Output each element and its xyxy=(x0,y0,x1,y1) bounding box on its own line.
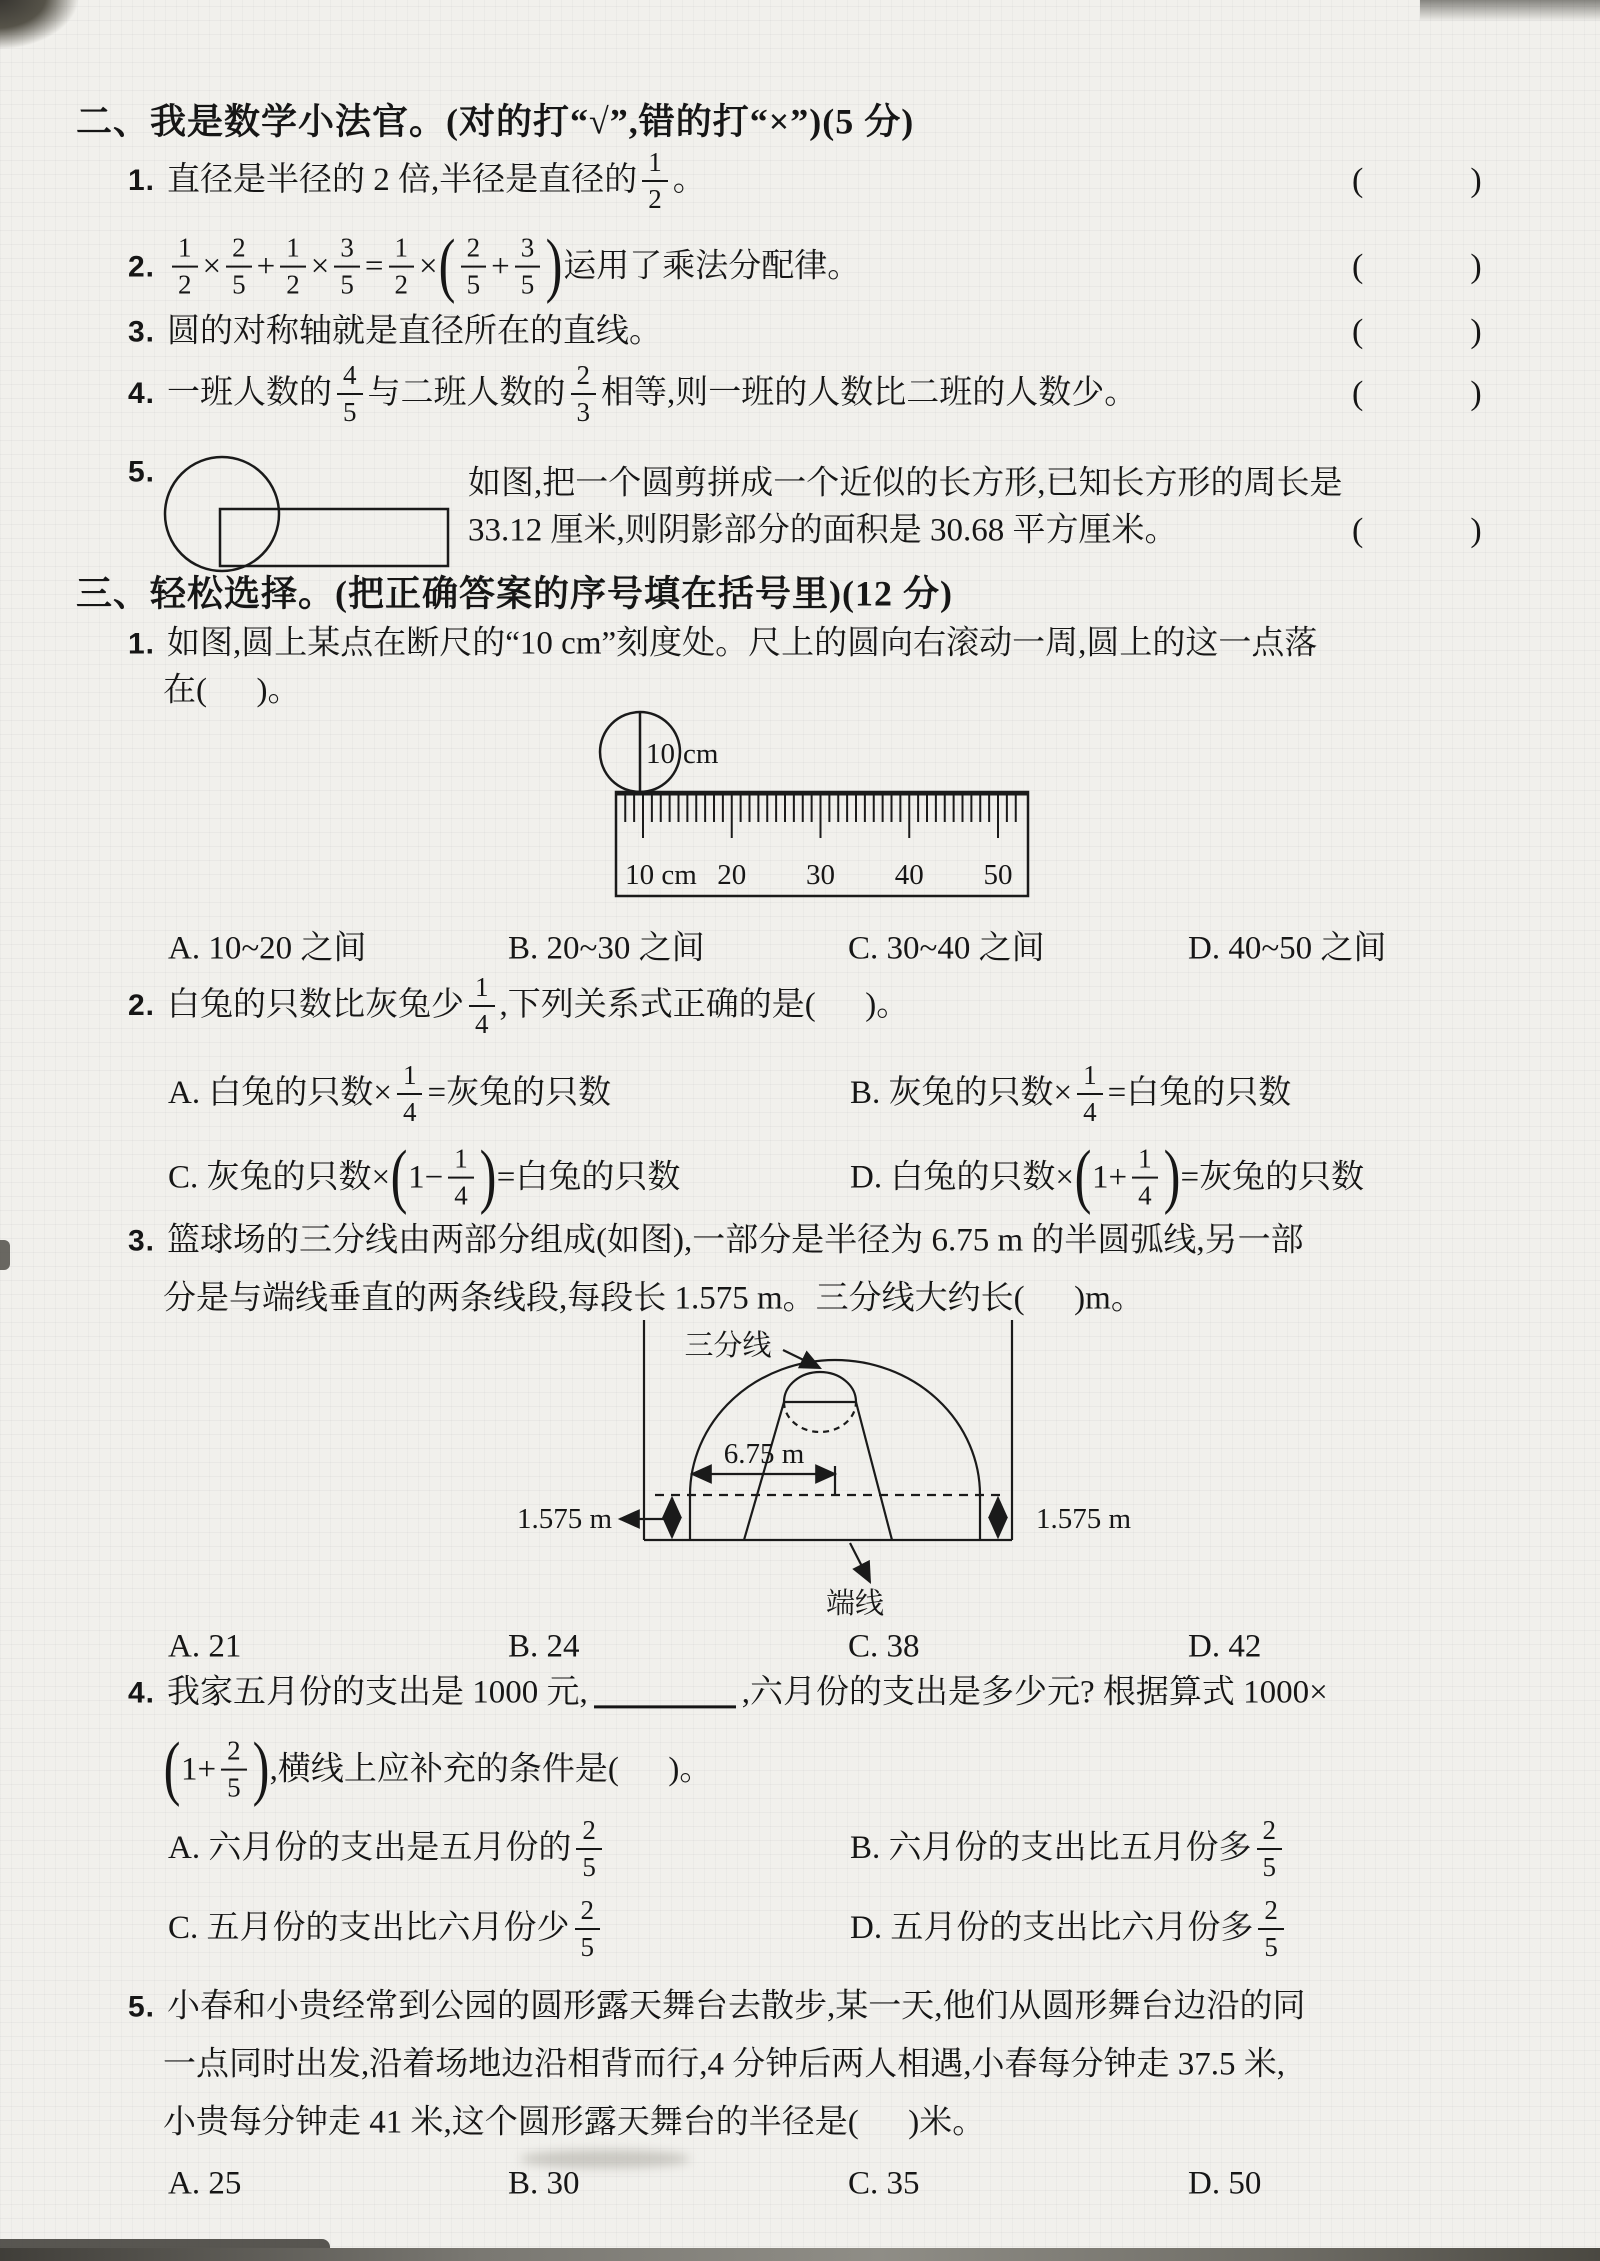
mc-q2-text: 白兔的只数比灰兔少 $\frac{1}{4}$ ,下列关系式正确的是( )。 xyxy=(167,972,910,1039)
mc-q3-option-a: A. 21 xyxy=(168,1628,242,1665)
tf-item-2-number: 2. xyxy=(128,250,156,284)
svg-text:20: 20 xyxy=(717,859,747,891)
figure-rectangle xyxy=(220,509,448,566)
basketball-three-point-figure xyxy=(478,1316,1168,1626)
tf-item-5-text-line2: 33.12 厘米,则阴影部分的面积是 30.68 平方厘米。 xyxy=(468,512,1178,549)
scan-corner-artifact-top-right xyxy=(1420,0,1600,24)
mc-q4-option-c: C. 五月份的支出比六月份少 $\frac{2}{5}$ xyxy=(168,1897,605,1961)
mc-q1-text-line1: 如图,圆上某点在断尺的“10 cm”刻度处。尺上的圆向右滚动一周,圆上的这一点落 xyxy=(167,625,1318,662)
circle-ruler-figure xyxy=(598,706,1042,902)
tf-item-5-number: 5. xyxy=(128,455,156,489)
scan-corner-artifact-top-left xyxy=(0,0,80,50)
mc-q1-option-b: B. 20~30 之间 xyxy=(508,930,705,967)
mc-q1-option-a: A. 10~20 之间 xyxy=(168,930,367,967)
end-line-label-arrow xyxy=(850,1543,870,1582)
mc-q3-option-d: D. 42 xyxy=(1188,1628,1262,1665)
arc-label: 三分线 xyxy=(684,1330,772,1362)
tf-item-2-answer-bracket: ( ) xyxy=(1352,247,1484,285)
tf-item-1-answer-bracket: ( ) xyxy=(1352,161,1484,199)
mc-q5-stem-line1 xyxy=(128,1986,1306,2027)
tf-item-2 xyxy=(128,224,861,305)
mc-q5-stem-line2: 一点同时出发,沿着场地边沿相背而行,4 分钟后两人相遇,小春每分钟走 37.5 米, xyxy=(163,2046,1285,2083)
lane-line-right xyxy=(856,1402,892,1540)
mc-q5-stem-line3: 小贵每分钟走 41 米,这个圆形露天舞台的半径是( )米。 xyxy=(163,2104,986,2141)
mc-q2-number: 2. xyxy=(128,989,156,1023)
scan-edge-artifact-left xyxy=(0,1240,10,1270)
free-throw-semicircle-solid xyxy=(784,1372,856,1402)
mc-q4-text-line1: 我家五月份的支出是 1000 元, ,六月份的支出是多少元? 根据算式 1000× xyxy=(167,1674,1328,1711)
tf-item-3 xyxy=(128,311,662,352)
radius-label: 6.75 m xyxy=(723,1438,805,1470)
figure-circle xyxy=(165,457,279,571)
mc-q1-stem-line2: 在( )。 xyxy=(163,672,301,709)
mc-q1-number: 1. xyxy=(128,627,156,661)
mc-q4-stem-line1 xyxy=(128,1672,1328,1713)
tf-item-1-text: 直径是半径的 2 倍,半径是直径的 $\frac{1}{2}$ 。 xyxy=(167,147,706,214)
free-throw-semicircle-dashed xyxy=(784,1402,856,1432)
tf-item-2-text: $\frac{1}{2}$ × $\frac{2}{5}$ + $\frac{1}{2}$ × $\frac{3}{5}$ = $\frac{1}{2}$ × ( $\frac{2}{5}$ + $\frac{3}{5}$ ) 运用了乘法分配律。 xyxy=(167,235,860,300)
mc-q1-option-c: C. 30~40 之间 xyxy=(848,930,1045,967)
mc-q2-option-d: D. 白兔的只数× ( 1+ $\frac{1}{4}$ ) =灰兔的只数 xyxy=(850,1135,1365,1216)
lane-line-left xyxy=(744,1402,784,1540)
mc-q5-number: 5. xyxy=(128,1990,156,2024)
mc-q5-text-line1: 小春和小贵经常到公园的圆形露天舞台去散步,某一天,他们从圆形舞台边沿的同 xyxy=(167,1988,1306,2025)
mc-q2-option-a: A. 白兔的只数× $\frac{1}{4}$ =灰兔的只数 xyxy=(168,1060,612,1127)
circle-rectangle-figure xyxy=(160,452,460,577)
section2-header: 二、我是数学小法官。(对的打“√”,错的打“×”)(5 分) xyxy=(76,101,915,142)
arc-label-arrow xyxy=(783,1350,820,1368)
mc-q2-stem xyxy=(128,974,909,1038)
mc-q5-option-d: D. 50 xyxy=(1188,2165,1262,2202)
ruler-scale-labels xyxy=(625,859,1012,891)
tf-item-1 xyxy=(128,149,706,213)
mc-q2-option-c: C. 灰兔的只数× ( 1− $\frac{1}{4}$ ) =白兔的只数 xyxy=(168,1135,681,1216)
scan-bottom-edge xyxy=(0,2248,1600,2261)
mc-q3-number: 3. xyxy=(128,1224,156,1258)
mc-q5-option-c: C. 35 xyxy=(848,2165,920,2202)
section3-header: 三、轻松选择。(把正确答案的序号填在括号里)(12 分) xyxy=(76,573,953,614)
mc-q5-option-a: A. 25 xyxy=(168,2165,242,2202)
svg-text:30: 30 xyxy=(806,859,835,891)
svg-text:10 cm: 10 cm xyxy=(625,859,697,891)
mc-q3-option-c: C. 38 xyxy=(848,1628,920,1665)
svg-text:40: 40 xyxy=(894,859,924,891)
tf-item-1-number: 1. xyxy=(128,164,156,198)
mc-q1-option-d: D. 40~50 之间 xyxy=(1188,930,1387,967)
tf-item-4-answer-bracket: ( ) xyxy=(1352,374,1484,412)
segment-label-right: 1.575 m xyxy=(1036,1503,1132,1535)
mc-q2-option-b: B. 灰兔的只数× $\frac{1}{4}$ =白兔的只数 xyxy=(850,1060,1292,1127)
mc-q4-option-d: D. 五月份的支出比六月份多 $\frac{2}{5}$ xyxy=(850,1897,1289,1961)
end-line-label: 端线 xyxy=(825,1588,885,1620)
mc-q3-stem-line1 xyxy=(128,1220,1304,1261)
tf-item-3-text: 圆的对称轴就是直径所在的直线。 xyxy=(167,313,663,350)
mc-q4-option-a: A. 六月份的支出是五月份的 $\frac{2}{5}$ xyxy=(168,1817,607,1881)
scan-bottom-shadow-left xyxy=(0,2239,330,2261)
segment-label-left: 1.575 m xyxy=(516,1503,612,1535)
mc-q4-option-b: B. 六月份的支出比五月份多 $\frac{2}{5}$ xyxy=(850,1817,1287,1881)
tf-item-5-text-line1: 如图,把一个圆剪拼成一个近似的长方形,已知长方形的周长是 xyxy=(468,465,1343,502)
tf-item-5-answer-bracket: ( ) xyxy=(1352,511,1484,549)
tf-item-4-text: 一班人数的 $\frac{4}{5}$ 与二班人数的 $\frac{2}{3}$ 相等,则一班的人数比二班的人数少。 xyxy=(167,360,1138,427)
svg-text:50: 50 xyxy=(983,859,1013,891)
tf-item-3-number: 3. xyxy=(128,315,156,349)
ruler-ticks xyxy=(625,794,1016,838)
diameter-value-label: 10 xyxy=(646,738,675,770)
tf-item-4 xyxy=(128,362,1137,426)
tf-item-3-answer-bracket: ( ) xyxy=(1352,312,1484,350)
mc-q5-option-b: B. 30 xyxy=(508,2165,580,2202)
tf-item-4-number: 4. xyxy=(128,377,156,411)
mc-q3-text-line1: 篮球场的三分线由两部分组成(如图),一部分是半径为 6.75 m 的半圆弧线,另一部 xyxy=(167,1222,1304,1259)
diameter-unit-label: cm xyxy=(683,738,719,770)
mc-q3-stem-line2: 分是与端线垂直的两条线段,每段长 1.575 m。三分线大约长( )m。 xyxy=(163,1280,1144,1317)
mc-q4-number: 4. xyxy=(128,1676,156,1710)
mc-q1-stem-line1 xyxy=(128,623,1317,664)
mc-q3-option-b: B. 24 xyxy=(508,1628,580,1665)
mc-q4-stem-line2: ( 1+ $\frac{2}{5}$ ) ,横线上应补充的条件是( )。 xyxy=(163,1727,713,1808)
